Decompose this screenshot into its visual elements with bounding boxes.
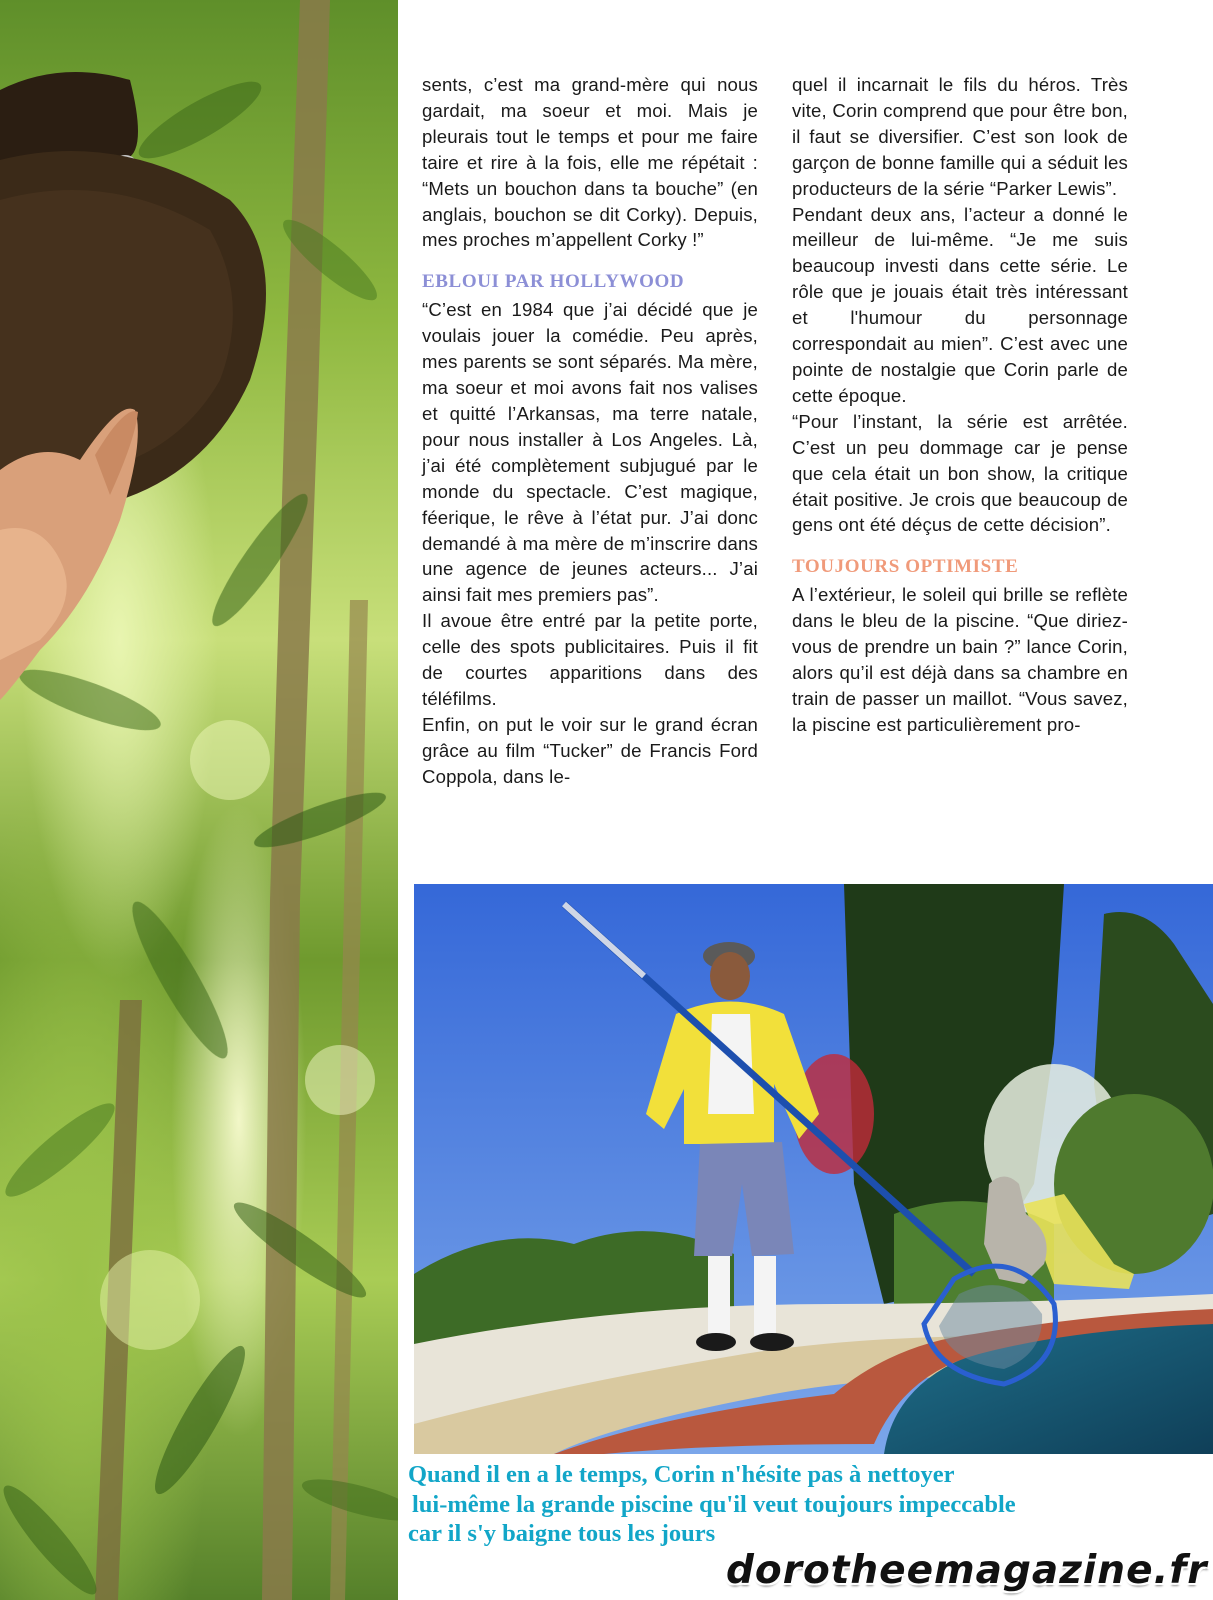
photo-caption — [408, 1460, 1148, 1549]
caption-line: car il s'y baigne tous les jours — [408, 1520, 716, 1547]
text-column-right — [792, 72, 1128, 738]
paragraph: quel il incarnait le fils du héros. Très vite, Corin comprend que pour être bon, il faut se diversifier. C’est son look de garçon de bonne famille qui a séduit les producteurs de la série “Parker Lewis”. — [792, 74, 1128, 199]
paragraph: Pendant deux ans, l’acteur a donné le meilleur de lui-même. “Je me suis beaucoup investi dans cette série. Le rôle que je jouais était très intéressant et l'humour du personnage correspondait au mien”. C’est avec une pointe de nostalgie que Corin parle de cette époque. — [792, 203, 1128, 406]
foliage-illustration — [0, 0, 398, 1600]
section-heading: EBLOUI PAR HOLLYWOOD — [422, 271, 685, 293]
pool-photo — [414, 884, 1213, 1454]
left-photo-hat-foliage — [0, 0, 398, 1600]
site-watermark: dorotheemagazine.fr — [726, 1548, 1208, 1593]
paragraph: A l’extérieur, le soleil qui brille se reflète dans le bleu de la piscine. “Que diriez-vous de prendre un bain ?” lance Corin, alors qu’il est déjà dans sa chambre en train de passer un maillot. “Vous savez, la piscine est particulièrement pro- — [792, 584, 1128, 735]
caption-line: Quand il en a le temps, Corin n'hésite pas à nettoyer — [408, 1461, 955, 1488]
caption-line: lui-même la grande piscine qu'il veut toujours impeccable — [412, 1490, 1016, 1518]
section-heading: TOUJOURS OPTIMISTE — [792, 556, 1019, 578]
paragraph: “Pour l’instant, la série est arrêtée. C’est un peu dommage car je pense que cela était un bon show, la critique était positive. Je crois que beaucoup de gens ont été déçus de cette décision”. — [792, 410, 1128, 536]
paragraph: Enfin, on put le voir sur le grand écran grâce au film “Tucker” de Francis Ford Coppola, dans le- — [422, 713, 758, 787]
paragraph: “C’est en 1984 que j’ai décidé que je voulais jouer la comédie. Peu après, mes parents se sont séparés. Ma mère, ma soeur et moi avons fait nos valises et quitté l’Arkansas, ma terre natale, pour nous installer à Los Angeles. Là, j’ai été complètement subjugué par le monde du spectacle. C’est magique, féerique, le rêve à l’état pur. J’ai donc demandé à ma mère de m’inscrire dans une agence de jeunes acteurs... J’ai ainsi fait mes premiers pas”. — [422, 299, 758, 606]
paragraph: Il avoue être entré par la petite porte, celle des spots publicitaires. Puis il fit de courtes apparitions dans des téléfilms. — [422, 610, 758, 709]
paragraph: sents, c’est ma grand-mère qui nous gardait, ma soeur et moi. Mais je pleurais tout le temps et pour me faire taire et rire à la fois, elle me répétait : “Mets un bouchon dans ta bouche” (en anglais, bouchon se dit Corky). Depuis, mes proches m’appellent Corky !” — [422, 74, 758, 251]
text-column-left — [422, 72, 758, 790]
pool-scene-illustration — [414, 884, 1213, 1454]
